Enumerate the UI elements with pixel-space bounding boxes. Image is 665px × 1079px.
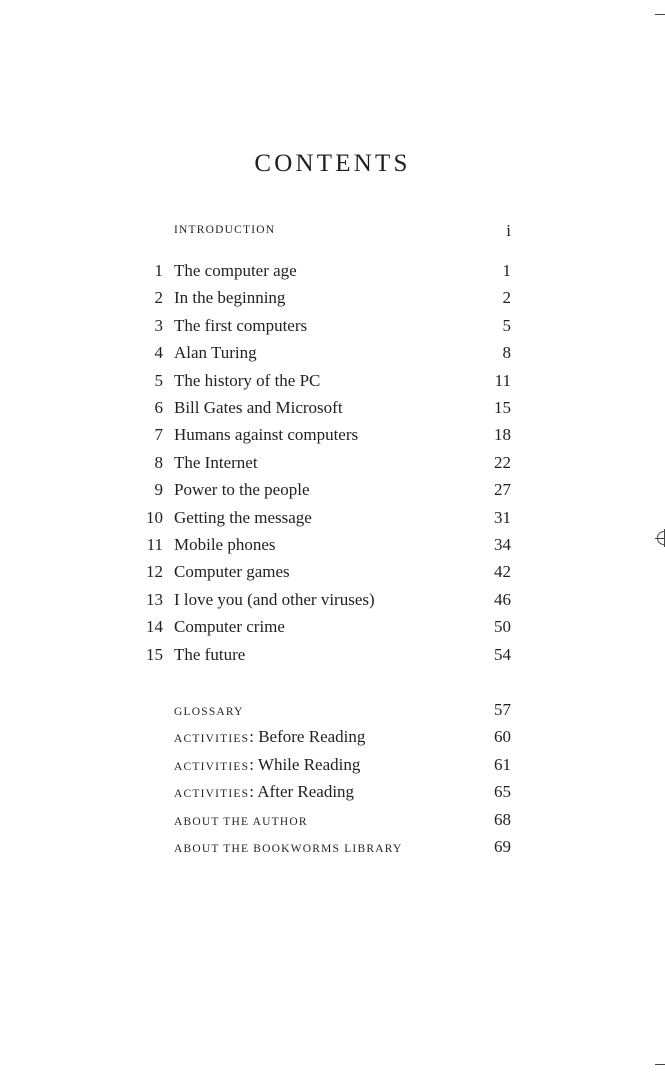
back-matter-prefix: ACTIVITIES: [174, 788, 250, 801]
toc-chapter-row[interactable]: [0, 312, 665, 339]
toc-page-number: 15: [494, 398, 511, 417]
toc-page-number: 65: [494, 782, 511, 802]
toc-chapter-row[interactable]: [0, 558, 665, 585]
toc-page-number: 57: [494, 700, 511, 719]
toc-chapter-row[interactable]: [0, 613, 665, 640]
toc-chapter-row[interactable]: [0, 394, 665, 421]
chapter-number: 8: [154, 452, 163, 472]
chapter-number: 1: [154, 261, 163, 280]
chapter-title: Humans against computers: [174, 425, 359, 445]
chapter-number: 15: [146, 644, 163, 664]
chapter-number: 7: [154, 425, 163, 445]
back-matter-label: [174, 723, 365, 753]
chapter-title: Mobile phones: [174, 535, 276, 554]
toc-page-number: 1: [502, 261, 511, 280]
toc-chapter-row[interactable]: [0, 339, 665, 366]
toc-page-number: 34: [494, 535, 511, 554]
toc-page-number: 22: [494, 452, 511, 472]
chapter-number: 13: [146, 589, 163, 609]
back-matter-prefix: ACTIVITIES: [174, 733, 250, 746]
crop-mark: [655, 1064, 665, 1065]
toc-page-number: 60: [494, 727, 511, 747]
toc-chapter-row[interactable]: [0, 641, 665, 668]
chapter-number: 3: [154, 315, 163, 335]
chapter-title: The first computers: [174, 315, 308, 335]
back-matter-prefix: ABOUT THE BOOKWORMS LIBRARY: [174, 843, 403, 855]
back-matter-label: [174, 806, 308, 836]
chapter-number: 2: [154, 288, 163, 308]
toc-page-number: 50: [494, 617, 511, 637]
crop-mark: [655, 14, 665, 15]
toc-page-number: 5: [502, 315, 511, 335]
chapter-title: The Internet: [174, 452, 258, 472]
toc-chapter-row[interactable]: [0, 284, 665, 311]
registration-mark-icon: [657, 531, 665, 545]
toc-page-number: 11: [494, 370, 511, 390]
toc-page-number: 18: [494, 425, 511, 445]
chapter-number: 6: [154, 398, 163, 417]
back-matter-prefix: ACTIVITIES: [174, 760, 250, 773]
back-matter-label: [174, 696, 244, 726]
toc-page-number: i: [506, 221, 511, 240]
toc-back-matter-row[interactable]: [0, 723, 665, 750]
toc-chapter-row[interactable]: [0, 476, 665, 503]
chapter-title: Power to the people: [174, 480, 310, 500]
chapter-number: 12: [146, 562, 163, 582]
back-matter-prefix: GLOSSARY: [174, 706, 244, 718]
chapter-title: Computer crime: [174, 617, 285, 637]
toc-chapter-row[interactable]: [0, 504, 665, 531]
toc-back-matter-row[interactable]: [0, 696, 665, 723]
toc-introduction[interactable]: [0, 217, 665, 244]
toc-page-number: 61: [494, 754, 511, 774]
toc-page-number: 68: [494, 809, 511, 829]
back-matter-title: : After Reading: [249, 782, 355, 802]
toc-back-matter-row[interactable]: [0, 833, 665, 860]
toc-chapter-row[interactable]: [0, 586, 665, 613]
chapter-title: Computer games: [174, 562, 290, 582]
chapter-title: Alan Turing: [174, 343, 257, 363]
chapter-title: The future: [174, 644, 246, 664]
toc-chapter-row[interactable]: [0, 257, 665, 284]
chapter-title: I love you (and other viruses): [174, 589, 375, 609]
toc-page-number: 42: [494, 562, 511, 582]
toc-page-number: 69: [494, 837, 511, 856]
toc-back-matter-row[interactable]: [0, 778, 665, 805]
toc-page-number: 2: [502, 288, 511, 308]
toc-chapter-row[interactable]: [0, 449, 665, 476]
chapter-title: In the beginning: [174, 288, 286, 308]
back-matter-label: [174, 751, 360, 781]
chapter-number: 5: [154, 370, 163, 390]
back-matter-prefix: ABOUT THE AUTHOR: [174, 815, 308, 828]
chapter-title: Bill Gates and Microsoft: [174, 398, 343, 417]
chapter-number: 10: [146, 507, 163, 527]
toc-chapter-row[interactable]: [0, 367, 665, 394]
chapter-title: Getting the message: [174, 507, 312, 527]
toc-page-number: 8: [502, 343, 511, 363]
chapter-number: 11: [146, 535, 163, 554]
toc-chapter-row[interactable]: [0, 421, 665, 448]
toc-back-matter-row[interactable]: [0, 806, 665, 833]
back-matter-label: [174, 778, 354, 808]
toc-page-number: 54: [494, 644, 511, 664]
back-matter-title: : While Reading: [249, 754, 361, 774]
chapter-title: The history of the PC: [174, 370, 321, 390]
toc-entry-label: INTRODUCTION: [174, 224, 276, 236]
toc-page-number: 46: [494, 589, 511, 609]
toc-page-number: 27: [494, 480, 511, 500]
chapter-title: The computer age: [174, 261, 297, 280]
chapter-number: 14: [146, 617, 163, 637]
toc-back-matter-row[interactable]: [0, 751, 665, 778]
toc-chapter-row[interactable]: [0, 531, 665, 558]
chapter-number: 9: [154, 480, 163, 500]
back-matter-title: : Before Reading: [249, 727, 366, 747]
back-matter-label: [174, 833, 402, 863]
toc-page-number: 31: [494, 507, 511, 527]
page-title: CONTENTS: [254, 150, 411, 177]
chapter-number: 4: [154, 343, 163, 363]
